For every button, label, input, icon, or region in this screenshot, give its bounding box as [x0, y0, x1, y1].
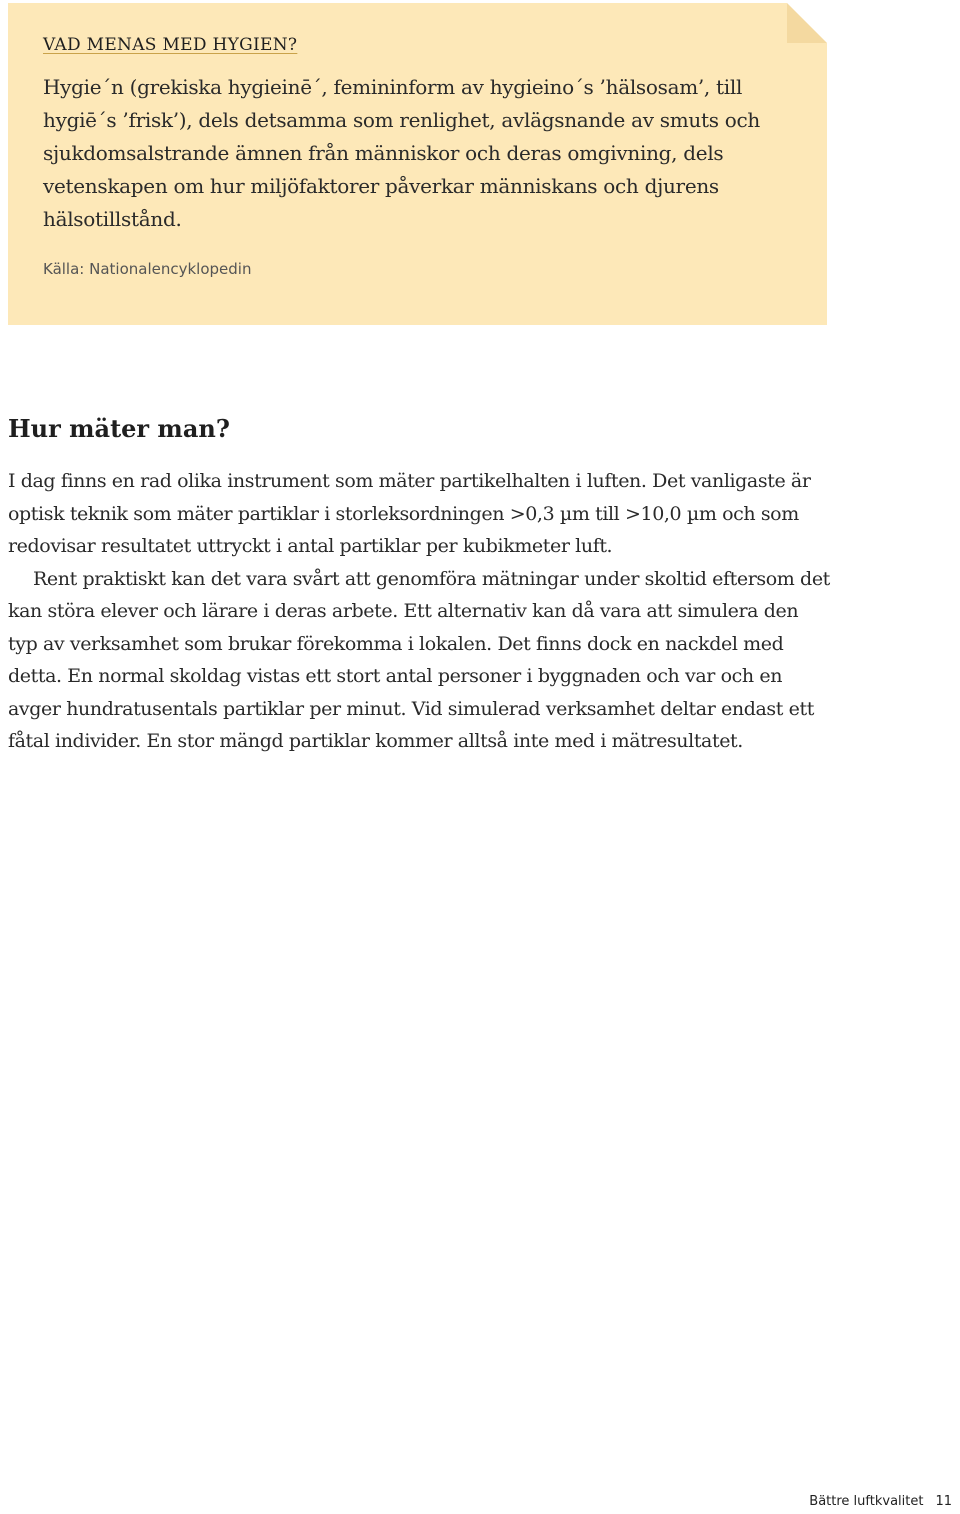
measurement-section — [8, 414, 830, 758]
paragraph-1: I dag finns en rad olika instrument som mäter partikelhalten i luften. Det vanligaste är optisk teknik som mäter partiklar i storleksordningen >0,3 µm till >10,0 µm och som redovisar resultatet uttryckt i antal partiklar per kubikmeter luft. — [8, 470, 811, 557]
paragraph-2: Rent praktiskt kan det vara svårt att genomföra mätningar under skoltid eftersom det kan störa elever och lärare i deras arbete. Ett alternativ kan då vara att simulera den typ av verksamhet som brukar förekomma i lokalen. Det finns dock en nackdel med detta. En normal skoldag vistas ett stort antal personer i byggnaden och var och en avger hundratusentals partiklar per minut. Vid simulerad verksamhet deltar endast ett fåtal individer. En stor mängd partiklar kommer alltså inte med i mätresultatet. — [8, 567, 830, 752]
fact-box-body: Hygie´n (grekiska hygieinē´, femininform av hygieino´s ’hälsosam’, till hygiē´s ’frisk’), dels detsamma som renlighet, avlägsnande av smuts och sjukdomsalstrande ämnen från människor och deras omgivning, dels vetenskapen om hur miljöfaktorer påverkar människans och djurens hälsotillstånd. — [43, 75, 760, 231]
fact-box — [8, 3, 827, 325]
page-footer — [809, 1494, 952, 1509]
folded-corner — [787, 3, 827, 43]
fact-box-title: VAD MENAS MED HYGIEN? — [43, 35, 298, 55]
fact-box-source: Källa: Nationalencyklopedin — [43, 260, 252, 278]
page-number: 11 — [935, 1494, 952, 1509]
publication-title: Bättre luftkvalitet — [809, 1494, 924, 1509]
section-heading: Hur mäter man? — [8, 414, 230, 443]
